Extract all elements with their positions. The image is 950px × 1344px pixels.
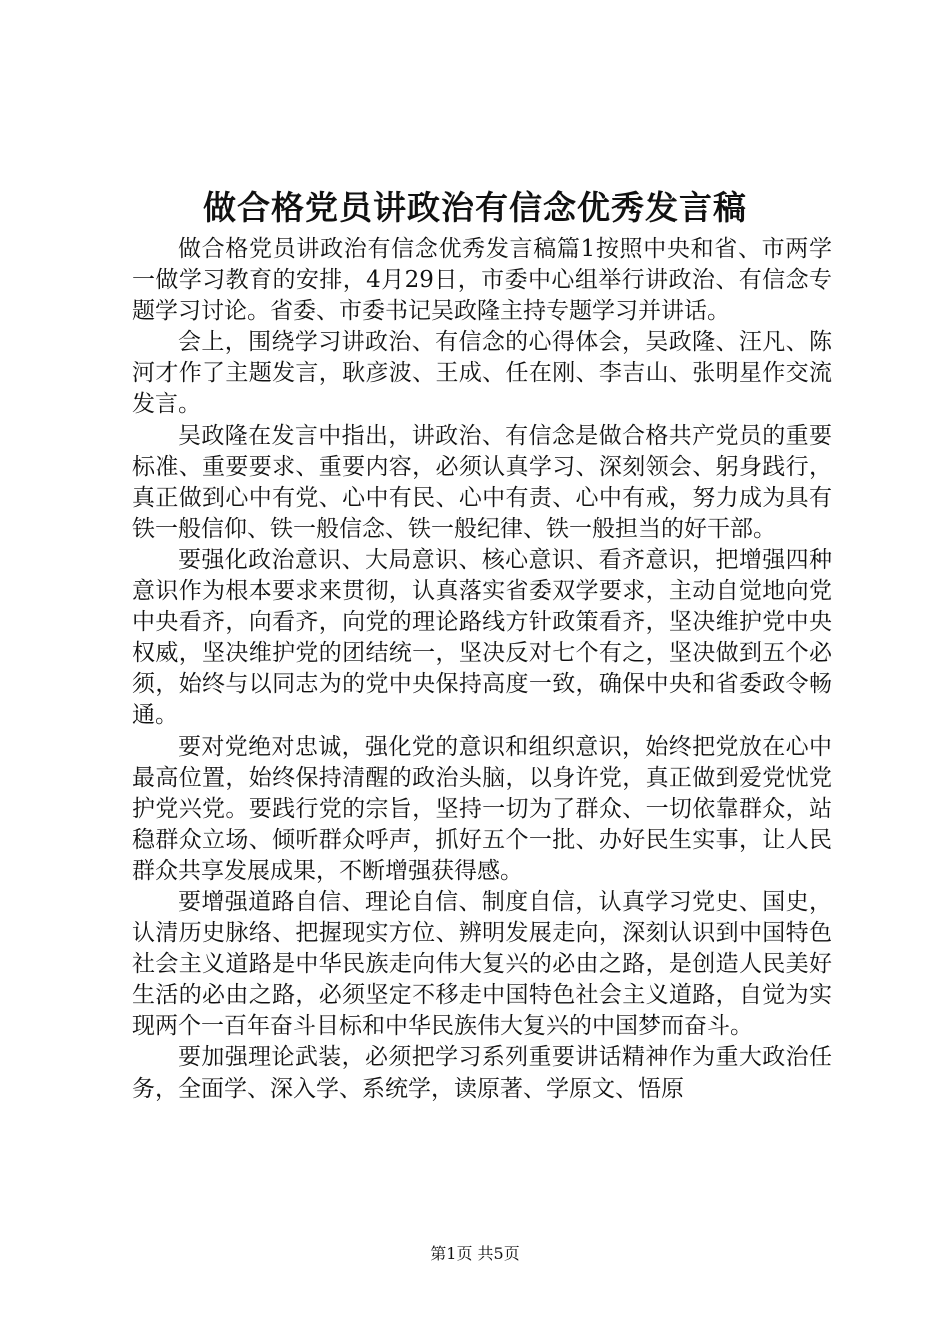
paragraph: 要增强道路自信、理论自信、制度自信，认真学习党史、国史，认清历史脉络、把握现实方位、辨明发展走向，深刻认识到中国特色社会主义道路是中华民族走向伟大复兴的必由之路，是创造人民美好生活的必由之路，必须坚定不移走中国特色社会主义道路，自觉为实现两个一百年奋斗目标和中华民族伟大复兴的中国梦而奋斗。 — [132, 888, 832, 1040]
paragraph: 吴政隆在发言中指出，讲政治、有信念是做合格共产党员的重要标准、重要要求、重要内容，必须认真学习、深刻领会、躬身践行，真正做到心中有党、心中有民、心中有责、心中有戒，努力成为具有铁一般信仰、铁一般信念、铁一般纪律、铁一般担当的好干部。 — [132, 422, 832, 542]
page-footer: 第1页 共5页 — [430, 1244, 520, 1263]
paragraph: 要对党绝对忠诚，强化党的意识和组织意识，始终把党放在心中最高位置，始终保持清醒的政治头脑，以身许党，真正做到爱党忧党护党兴党。要践行党的宗旨，坚持一切为了群众、一切依靠群众，站稳群众立场、倾听群众呼声，抓好五个一批、办好民生实事，让人民群众共享发展成果，不断增强获得感。 — [132, 733, 832, 884]
paragraph: 会上，围绕学习讲政治、有信念的心得体会，吴政隆、汪凡、陈河才作了主题发言，耿彦波、王成、任在刚、李吉山、张明星作交流发言。 — [132, 329, 832, 418]
document-title: 做合格党员讲政治有信念优秀发言稿 — [203, 188, 747, 227]
document-body — [132, 234, 832, 1105]
paragraph: 要加强理论武装，必须把学习系列重要讲话精神作为重大政治任务，全面学、深入学、系统学，读原著、学原文、悟原 — [132, 1044, 832, 1102]
paragraph: 做合格党员讲政治有信念优秀发言稿篇1按照中央和省、市两学一做学习教育的安排，4月29日，市委中心组举行讲政治、有信念专题学习讨论。省委、市委书记吴政隆主持专题学习并讲话。 — [132, 236, 832, 325]
paragraph: 要强化政治意识、大局意识、核心意识、看齐意识，把增强四种意识作为根本要求来贯彻，认真落实省委双学要求，主动自觉地向党中央看齐，向看齐，向党的理论路线方针政策看齐，坚决维护党中央权威，坚决维护党的团结统一，坚决反对七个有之，坚决做到五个必须，始终与以同志为的党中央保持高度一致，确保中央和省委政令畅通。 — [132, 546, 832, 729]
